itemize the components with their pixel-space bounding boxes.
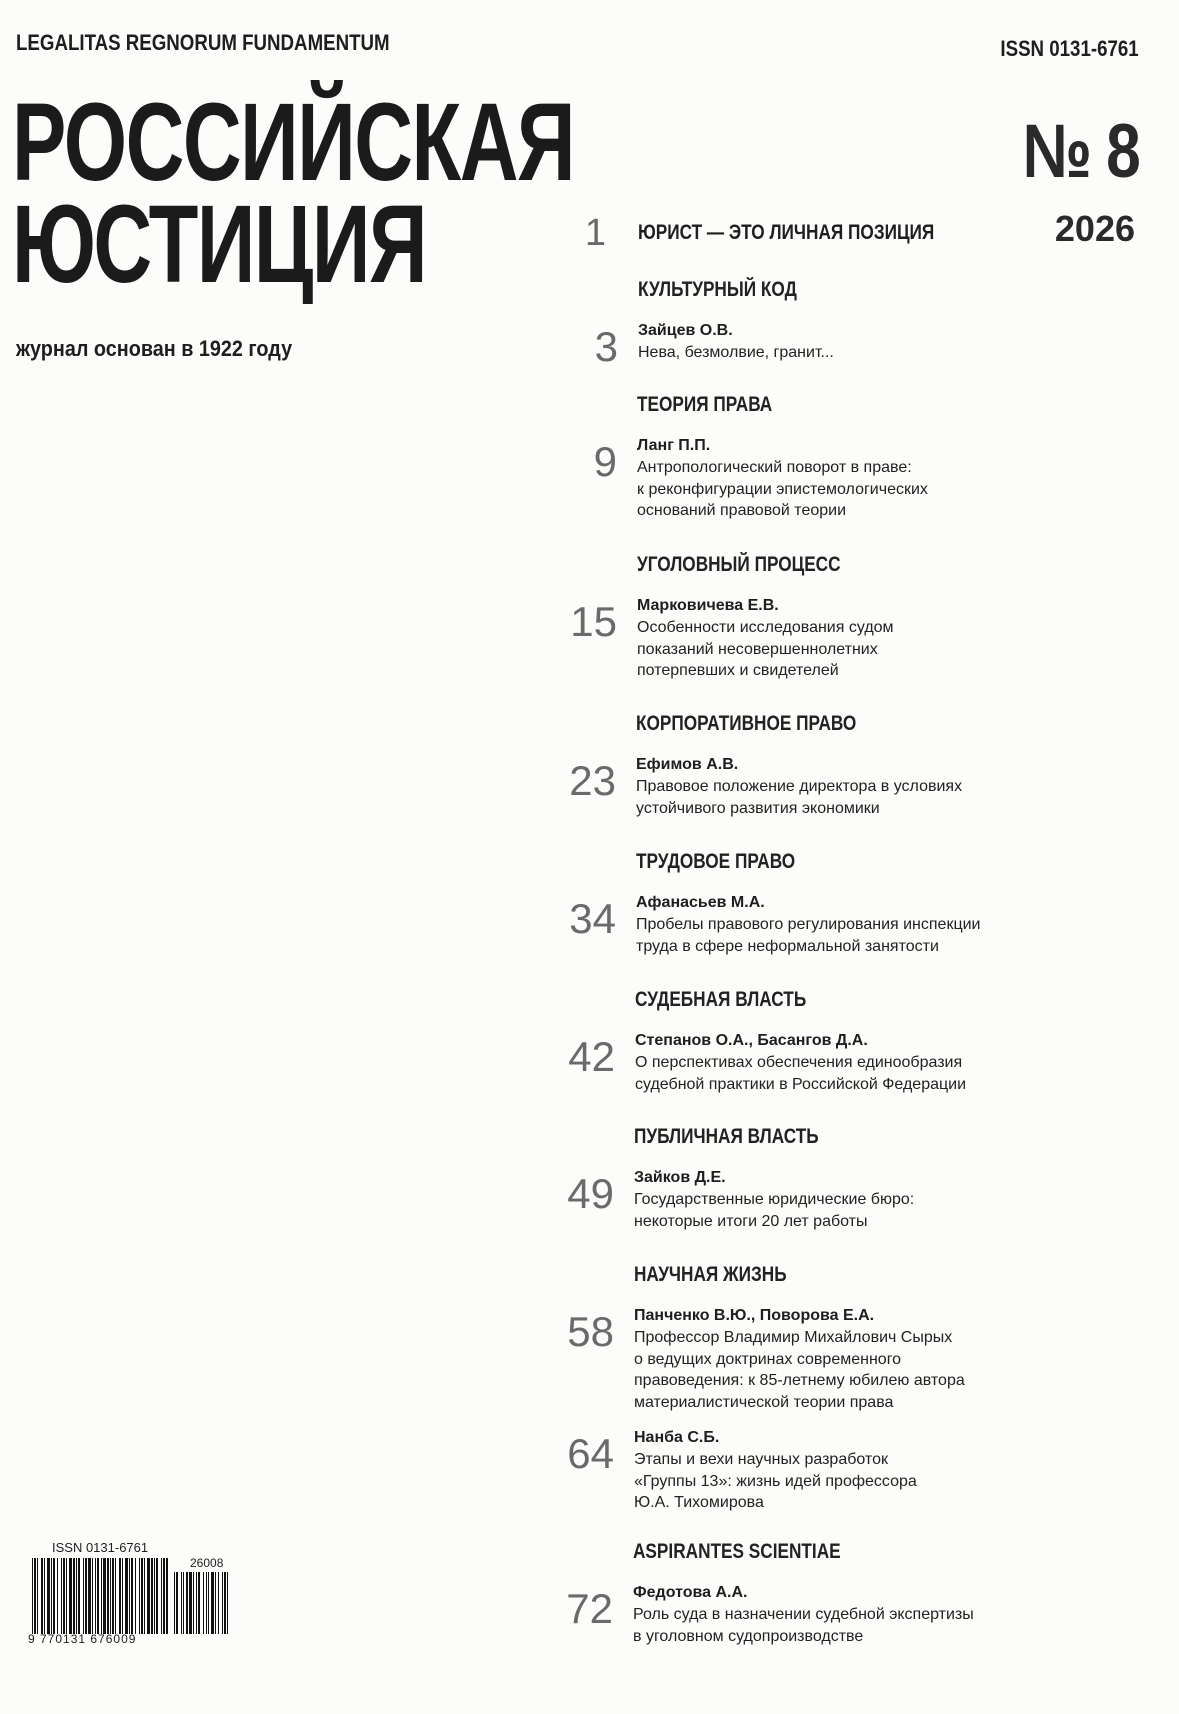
page-number: 58 <box>567 1308 614 1355</box>
article-author: Панченко В.Ю., Поворова Е.А. <box>634 1307 875 1324</box>
section-title: КУЛЬТУРНЫЙ КОД <box>638 278 797 301</box>
article-title-line: потерпевших и свидетелей <box>637 662 839 679</box>
page-number: 9 <box>593 438 617 485</box>
article-title-line: Государственные юридические бюро: <box>634 1191 915 1208</box>
article-author: Нанба С.Б. <box>634 1429 720 1446</box>
journal-title-line-1: РОССИЙСКАЯ <box>12 81 575 204</box>
article-title-line: устойчивого развития экономики <box>636 799 880 817</box>
article-title-line: показаний несовершеннолетних <box>637 640 878 658</box>
journal-subtitle: журнал основан в 1922 году <box>16 336 293 361</box>
page-number: 3 <box>594 323 618 370</box>
issn-label: ISSN 0131-6761 <box>1000 36 1139 61</box>
article-author: Зайцев О.В. <box>638 322 733 339</box>
article-title-line: Роль суда в назначении судебной экспертизы <box>633 1606 974 1623</box>
article-title-line: материалистической теории права <box>634 1393 894 1411</box>
article-title-line: правоведения: к 85-летнему юбилею автора <box>634 1372 965 1389</box>
article-title-line: «Группы 13»: жизнь идей профессора <box>634 1472 917 1490</box>
section-title: ТРУДОВОЕ ПРАВО <box>636 850 796 873</box>
barcode-digits: 9 770131 676009 <box>28 1632 137 1646</box>
section-title: СУДЕБНАЯ ВЛАСТЬ <box>635 988 807 1011</box>
article-title-line: О перспективах обеспечения единообразия <box>635 1054 963 1071</box>
barcode-issn: ISSN 0131-6761 <box>52 1540 149 1555</box>
issue-number: № 8 <box>1022 109 1139 194</box>
article-title-line: Ю.А. Тихомирова <box>634 1494 764 1511</box>
article-title-line: Антропологический поворот в праве: <box>637 459 912 476</box>
page-number: 34 <box>569 895 616 942</box>
issue-year: 2026 <box>1054 208 1135 249</box>
article-title-line: Пробелы правового регулирования инспекции <box>636 916 981 933</box>
article-author: Федотова А.А. <box>633 1584 748 1601</box>
section-title: НАУЧНАЯ ЖИЗНЬ <box>634 1263 787 1286</box>
article-title-line: Нева, безмолвие, гранит... <box>638 344 834 361</box>
page-number: 49 <box>567 1170 614 1217</box>
article-title-line: оснований правовой теории <box>637 502 847 519</box>
article-author: Ефимов А.В. <box>636 756 739 773</box>
page-number: 42 <box>568 1033 615 1080</box>
article-author: Афанасьев М.А. <box>636 894 765 911</box>
journal-motto: LEGALITAS REGNORUM FUNDAMENTUM <box>16 30 390 55</box>
article-title-line: Профессор Владимир Михайлович Сырых <box>634 1329 953 1346</box>
article-title-line: о ведущих доктринах современного <box>634 1350 902 1368</box>
article-title-line: Правовое положение директора в условиях <box>636 778 963 795</box>
page-number: 23 <box>569 757 616 804</box>
article-title-line: в уголовном судопроизводстве <box>633 1627 864 1645</box>
lead-article-title: ЮРИСТ — ЭТО ЛИЧНАЯ ПОЗИЦИЯ <box>638 221 935 244</box>
page-number: 72 <box>566 1585 613 1632</box>
article-author: Марковичева Е.В. <box>637 597 779 614</box>
section-title: ПУБЛИЧНАЯ ВЛАСТЬ <box>634 1125 819 1148</box>
article-title-line: к реконфигурации эпистемологических <box>637 480 928 498</box>
article-author: Ланг П.П. <box>637 437 711 454</box>
barcode-bars <box>32 1558 168 1634</box>
article-author: Зайков Д.Е. <box>634 1169 726 1186</box>
article-title-line: некоторые итоги 20 лет работы <box>634 1212 868 1230</box>
journal-title <box>12 81 575 306</box>
barcode-addon-number: 26008 <box>190 1556 224 1570</box>
page-number: 64 <box>567 1430 614 1477</box>
article-author: Степанов О.А., Басангов Д.А. <box>635 1032 868 1049</box>
section-title: УГОЛОВНЫЙ ПРОЦЕСС <box>637 553 841 576</box>
article-title-line: судебной практики в Российской Федерации <box>635 1075 967 1093</box>
section-title: ASPIRANTES SCIENTIAE <box>633 1540 841 1563</box>
section-title: КОРПОРАТИВНОЕ ПРАВО <box>636 712 857 735</box>
article-title-line: труда в сфере неформальной занятости <box>636 937 939 955</box>
article-title-line: Особенности исследования судом <box>637 619 894 636</box>
journal-title-line-2: ЮСТИЦИЯ <box>12 183 426 306</box>
article-title-line: Этапы и вехи научных разработок <box>634 1451 888 1468</box>
page-number: 15 <box>570 598 617 645</box>
barcode-addon-bars <box>174 1572 230 1634</box>
section-title: ТЕОРИЯ ПРАВА <box>637 393 773 416</box>
lead-page-number: 1 <box>584 212 606 254</box>
